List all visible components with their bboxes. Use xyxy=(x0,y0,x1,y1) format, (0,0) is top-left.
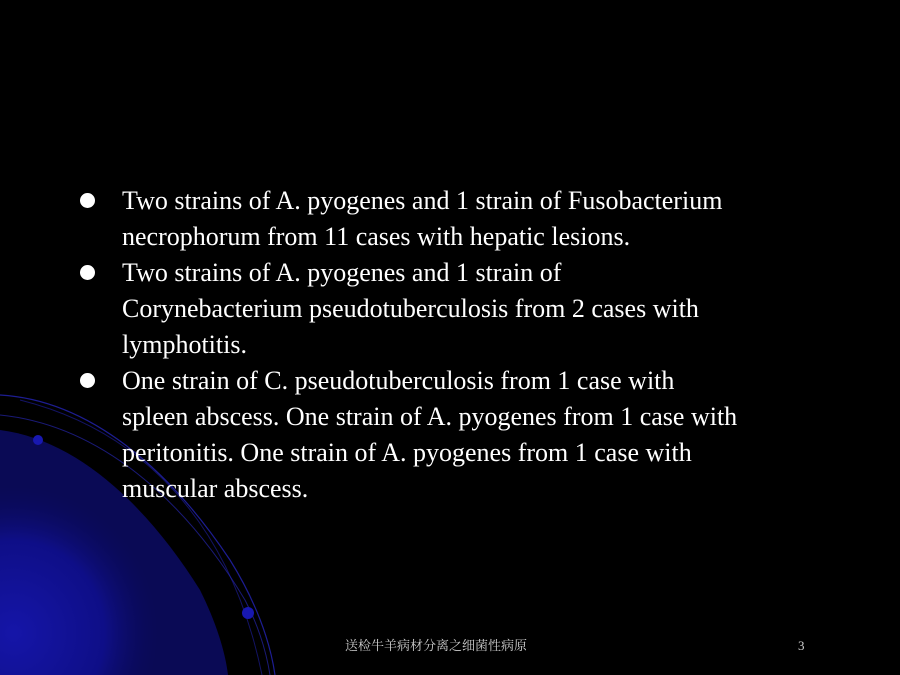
bullet-line: peritonitis. One strain of A. pyogenes from 1 case with xyxy=(122,438,692,467)
bullet-line: Two strains of A. pyogenes and 1 strain of Fusobacterium xyxy=(122,186,723,215)
bullet-line: Corynebacterium pseudotuberculosis from 2 cases with xyxy=(122,294,699,323)
bullet-list xyxy=(78,183,858,507)
bullet-line: Two strains of A. pyogenes and 1 strain of xyxy=(122,258,562,287)
bullet-line: necrophorum from 11 cases with hepatic lesions. xyxy=(122,222,631,251)
bullet-line: muscular abscess. xyxy=(122,474,309,503)
bullet-line: spleen abscess. One strain of A. pyogenes from 1 case with xyxy=(122,402,738,431)
footer-text: 送检牛羊病材分离之细菌性病原 xyxy=(345,639,528,654)
page-number: 3 xyxy=(798,638,805,653)
bullet-dot-icon xyxy=(80,193,95,208)
bullet-item xyxy=(78,255,858,363)
bullet-line: One strain of C. pseudotuberculosis from 1 case with xyxy=(122,366,675,395)
bullet-item xyxy=(78,183,858,255)
bullet-dot-icon xyxy=(80,373,95,388)
bullet-line: lymphotitis. xyxy=(122,330,247,359)
bullet-item xyxy=(78,363,858,507)
bullet-dot-icon xyxy=(80,265,95,280)
